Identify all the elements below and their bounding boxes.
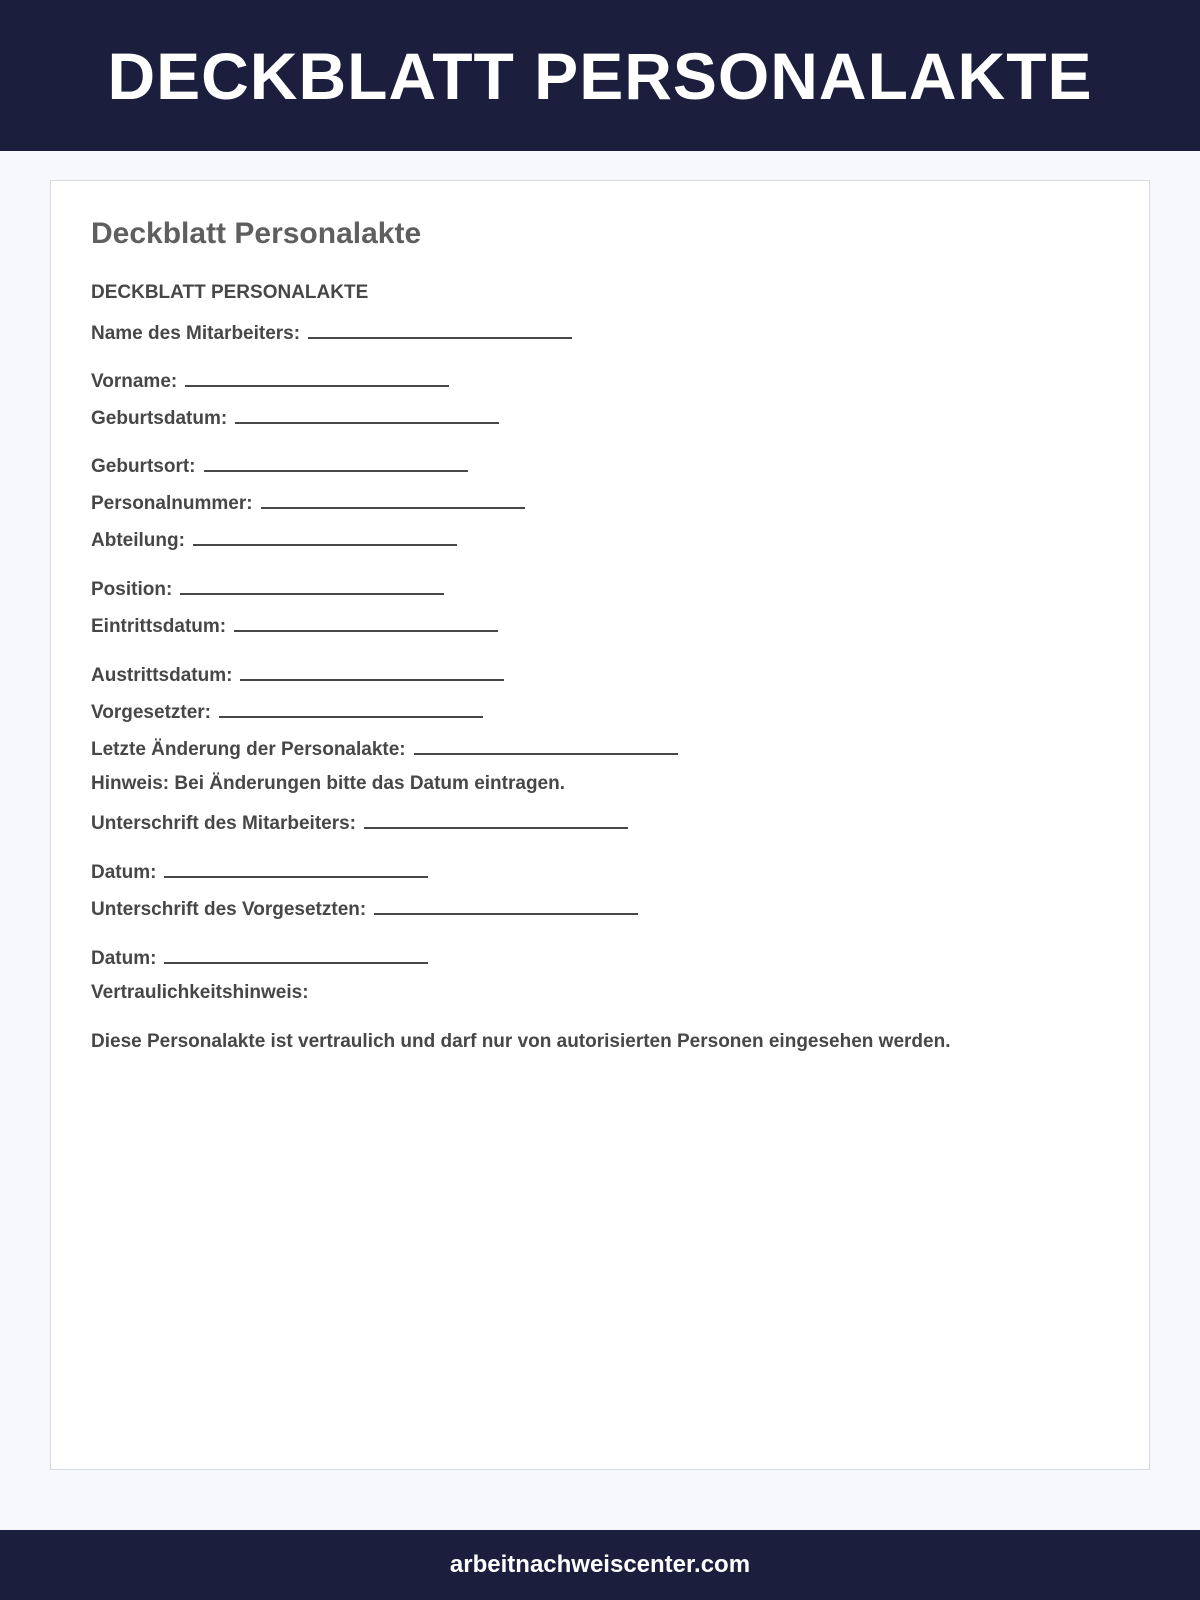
field-unterschrift-mitarbeiter-label: Unterschrift des Mitarbeiters: [91,813,357,834]
footer-banner [0,1530,1200,1600]
field-letzte-aenderung [91,737,678,759]
field-letzte-aenderung-line[interactable] [414,737,678,755]
field-eintrittsdatum [91,614,498,636]
field-austrittsdatum-line[interactable] [240,663,504,681]
field-datum-mitarbeiter [91,860,428,882]
field-abteilung-label: Abteilung: [91,530,185,551]
field-letzte-aenderung-label: Letzte Änderung der Personalakte: [91,739,406,760]
field-personalnummer-label: Personalnummer: [91,493,253,514]
field-geburtsort-line[interactable] [204,454,468,472]
field-datum-vorgesetzter [91,946,428,968]
field-name-line[interactable] [308,321,572,339]
field-vorgesetzter [91,700,483,722]
field-austrittsdatum-label: Austrittsdatum: [91,665,233,686]
field-geburtsdatum-label: Geburtsdatum: [91,408,228,429]
field-vorgesetzter-line[interactable] [219,700,483,718]
hinweis-text: Hinweis: Bei Änderungen bitte das Datum eintragen. [91,773,566,794]
field-datum-vorgesetzter-label: Datum: [91,948,157,969]
field-abteilung [91,528,457,550]
field-name [91,321,572,343]
field-eintrittsdatum-label: Eintrittsdatum: [91,616,227,637]
field-austrittsdatum [91,663,504,685]
field-geburtsdatum-line[interactable] [235,406,499,424]
field-name-label: Name des Mitarbeiters: [91,323,301,344]
field-datum-mitarbeiter-line[interactable] [164,860,428,878]
field-position-label: Position: [91,579,173,600]
field-personalnummer [91,491,525,513]
field-position [91,577,444,599]
field-geburtsort-label: Geburtsort: [91,456,196,477]
vertraulichkeit-label: Vertraulichkeitshinweis: [91,982,309,1003]
field-vorname-line[interactable] [185,369,449,387]
document-heading: DECKBLATT PERSONALAKTE [91,282,369,303]
field-vorgesetzter-label: Vorgesetzter: [91,702,212,723]
header-banner [0,0,1200,151]
footer-website: arbeitnachweiscenter.com [449,1551,751,1578]
field-vorname-label: Vorname: [91,371,178,392]
field-datum-vorgesetzter-line[interactable] [164,946,428,964]
document-title: Deckblatt Personalakte [91,217,422,250]
field-personalnummer-line[interactable] [261,491,525,509]
vertraulichkeit-text: Diese Personalakte ist vertraulich und darf nur von autorisierten Personen eingesehen werden. [91,1031,951,1052]
field-unterschrift-vorgesetzter-line[interactable] [374,897,638,915]
field-unterschrift-mitarbeiter-line[interactable] [364,811,628,829]
field-unterschrift-mitarbeiter [91,811,628,833]
field-position-line[interactable] [180,577,444,595]
field-geburtsdatum [91,406,499,428]
field-geburtsort [91,454,468,476]
page-title: DECKBLATT PERSONALAKTE [107,38,1093,113]
field-datum-mitarbeiter-label: Datum: [91,862,157,883]
field-unterschrift-vorgesetzter [91,897,638,919]
field-unterschrift-vorgesetzter-label: Unterschrift des Vorgesetzten: [91,899,367,920]
field-vorname [91,369,449,391]
field-abteilung-line[interactable] [193,528,457,546]
field-eintrittsdatum-line[interactable] [234,614,498,632]
cover-sheet [50,180,1150,1470]
